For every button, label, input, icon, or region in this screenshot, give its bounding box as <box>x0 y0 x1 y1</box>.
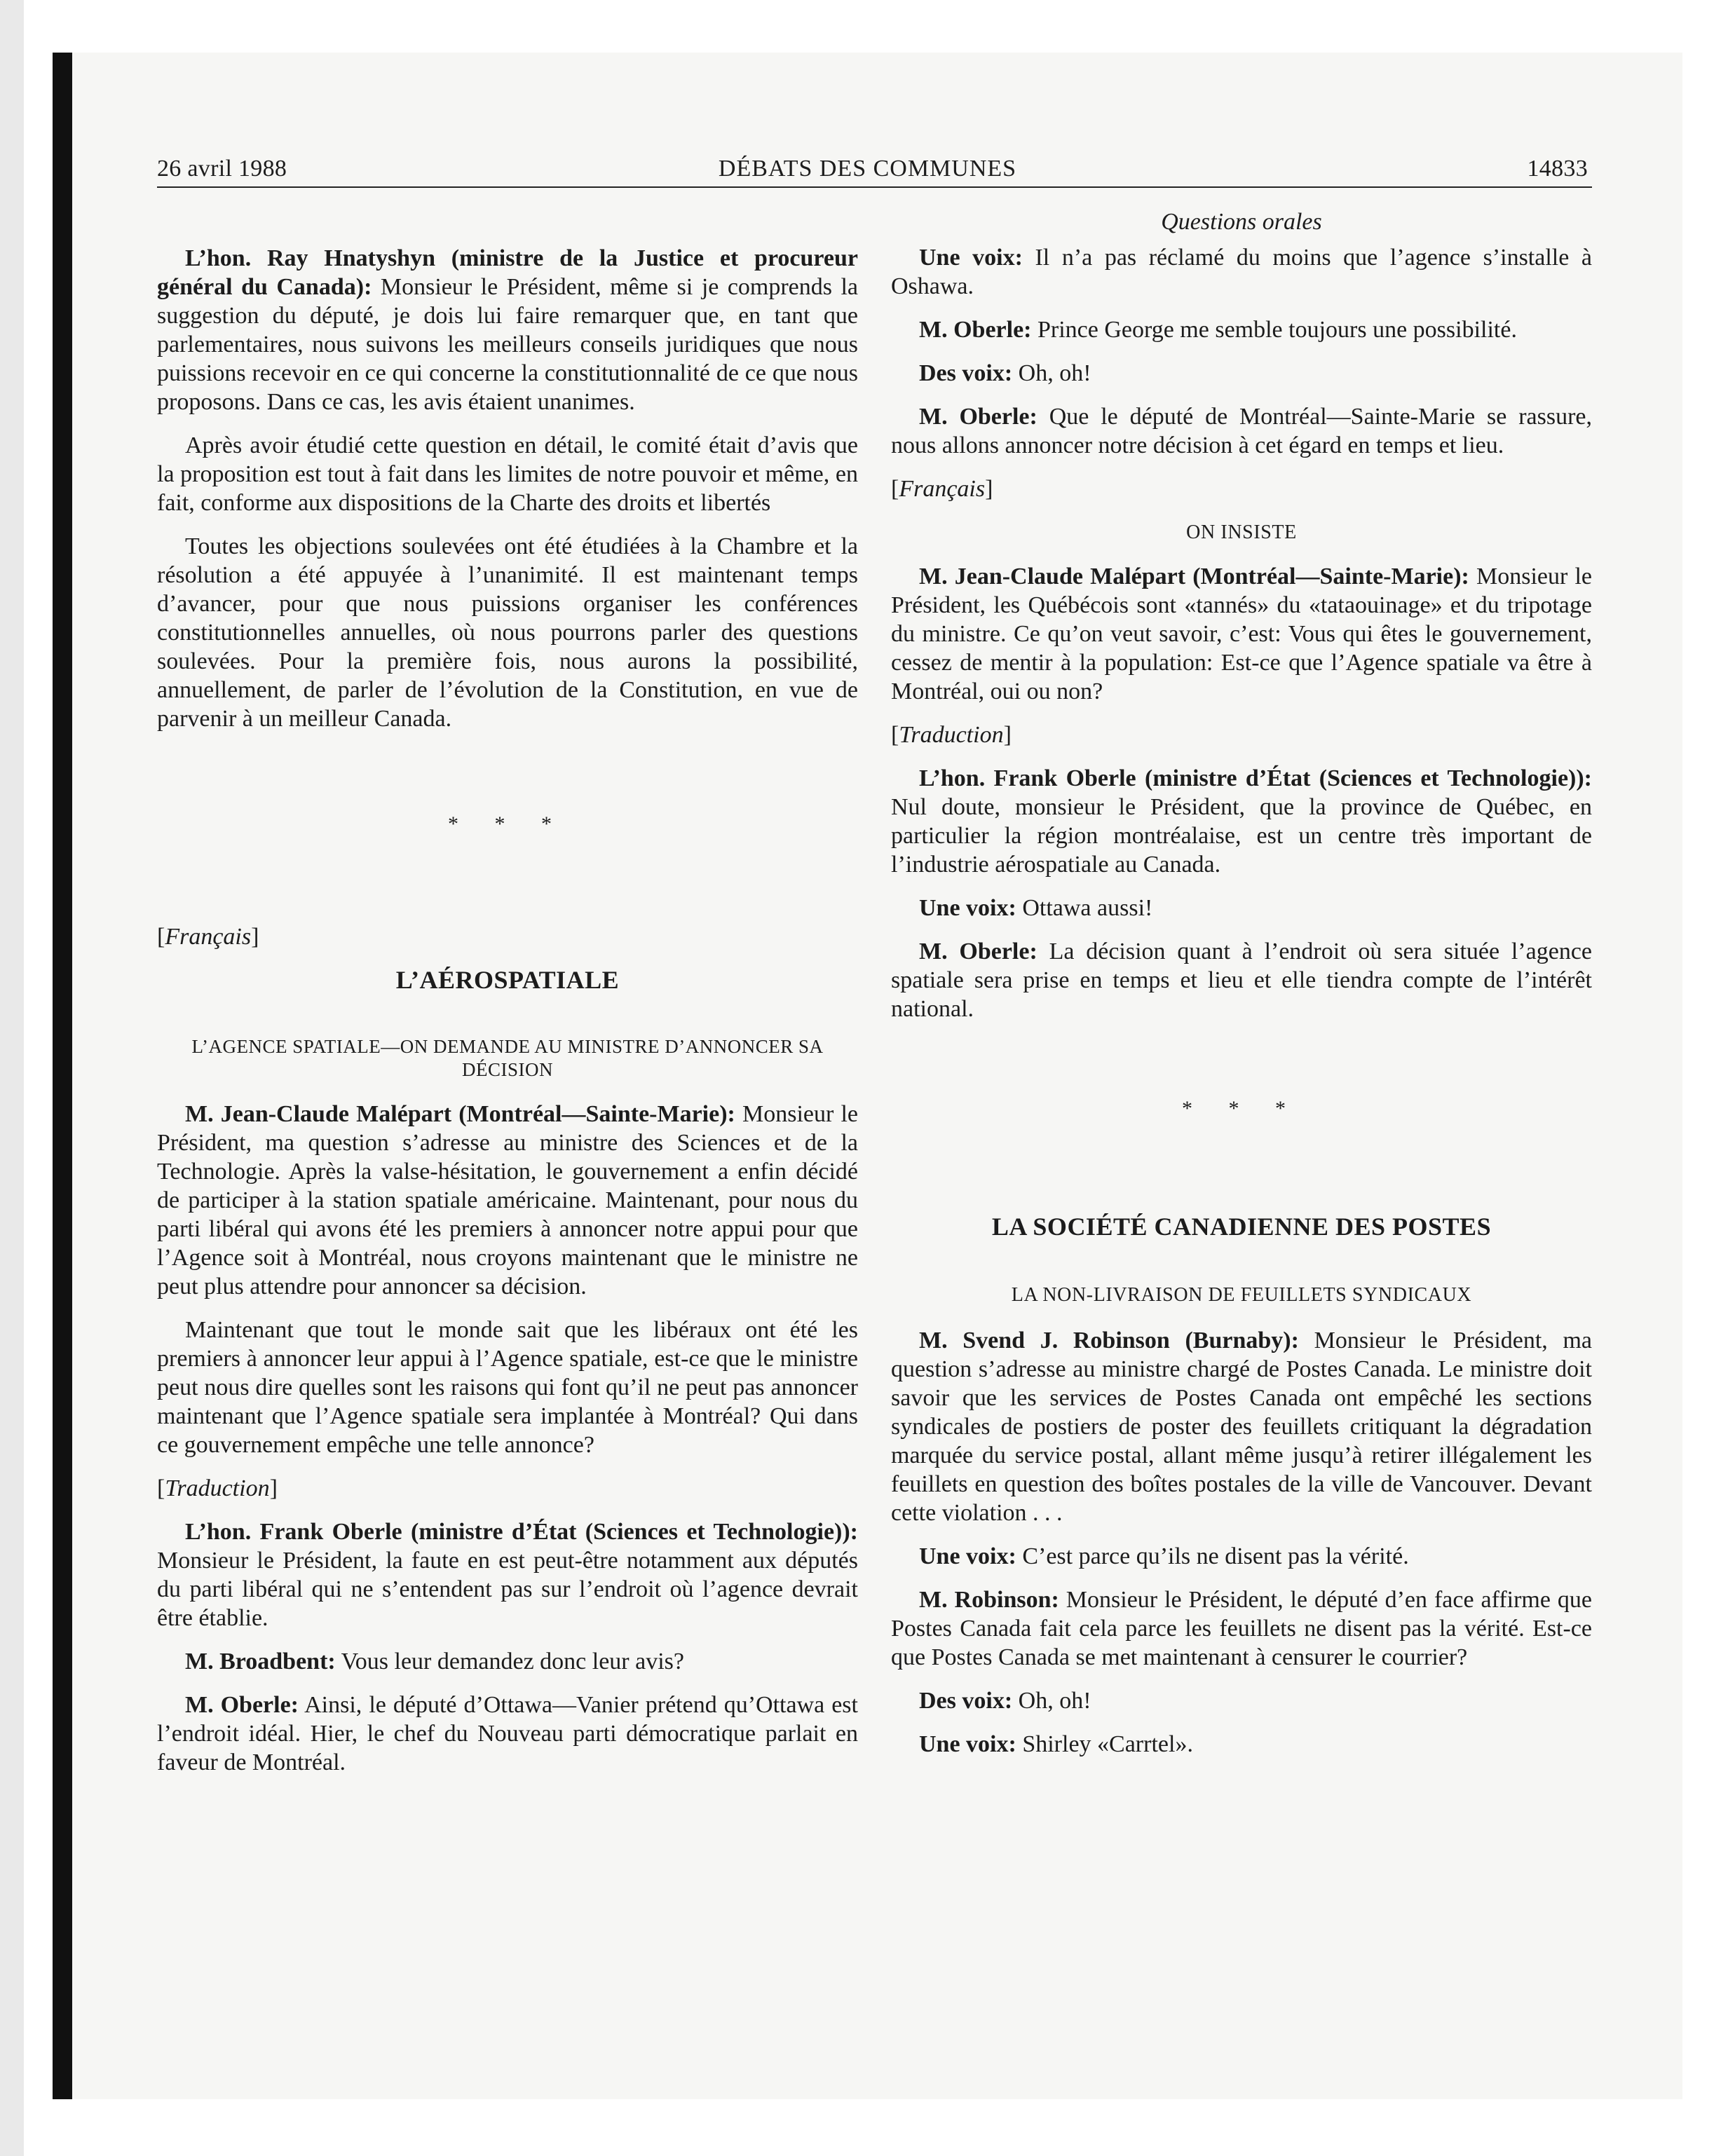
language-marker: [Traduction] <box>157 1475 278 1501</box>
language-label: Traduction <box>899 722 1004 748</box>
speech-text: Monsieur le Président, ma question s’adresse au ministre des Sciences et de la Technologie. Après la valse-hésitation, le gouvernement a enfin décidé de participer à la station spatiale américaine. Maintenant, pour nous du parti libéral qui avons été les premiers à annoncer notre appui pour que l’Agence soit à Montréal, nous croyons maintenant que le ministre ne peut plus attendre pour annoncer sa décision. <box>157 1101 858 1299</box>
speech-text: C’est parce qu’ils ne disent pas la vérité. <box>1016 1543 1409 1569</box>
speaker: L’hon. Ray Hnatyshyn (ministre de la Justice et procureur général du Canada): <box>157 245 858 300</box>
speaker: L’hon. Frank Oberle (ministre d’État (Sciences et Technologie)): <box>919 765 1592 791</box>
speech-text: Monsieur le Président, les Québécois sont «tannés» du «tataouinage» et du tripotage du ministre. Ce qu’on veut savoir, c’est: Vous qui êtes le gouvernement, cessez de mentir à la population: Est-ce que l’Agence spatiale va être à Montréal, oui ou non? <box>891 564 1592 704</box>
language-marker: [Traduction] <box>891 722 1012 748</box>
speaker: L’hon. Frank Oberle (ministre d’État (Sciences et Technologie)): <box>185 1519 858 1545</box>
header-page-number: 14833 <box>1527 156 1588 182</box>
speaker: M. Oberle: <box>919 939 1037 964</box>
paragraph <box>891 315 1592 344</box>
paragraph <box>891 1585 1592 1672</box>
speech-text: Oh, oh! <box>1012 360 1091 386</box>
subsection-title: ON INSISTE <box>1186 521 1297 543</box>
speech-text: Monsieur le Président, la faute en est peut-être notamment aux députés du parti libéral qui ne s’entendent pas sur l’endroit où l’agence devrait être établie. <box>157 1548 858 1631</box>
paragraph <box>891 243 1592 301</box>
binding-edge <box>53 53 72 2099</box>
paragraph: Après avoir étudié cette question en détail, le comité était d’avis que la proposition est tout à fait dans les limites de notre pouvoir et même, en fait, conforme aux dispositions de la Charte des droits et libertés <box>157 432 858 516</box>
speaker: M. Jean-Claude Malépart (Montréal—Sainte-Marie): <box>185 1101 735 1127</box>
language-label: Français <box>899 476 986 502</box>
speaker: M. Svend J. Robinson (Burnaby): <box>919 1328 1299 1353</box>
section-title: LA SOCIÉTÉ CANADIENNE DES POSTES <box>991 1213 1492 1241</box>
subsection-title: L’AGENCE SPATIALE—ON DEMANDE AU MINISTRE D’ANNONCER SA DÉCISION <box>191 1036 824 1080</box>
speech-text: Nul doute, monsieur le Président, que la province de Québec, en particulier la région montréalaise, est un centre très important de l’industrie aérospatiale au Canada. <box>891 794 1592 878</box>
language-marker: [Français] <box>891 476 993 502</box>
speech-text: Vous leur demandez donc leur avis? <box>335 1649 684 1674</box>
speech-text: Prince George me semble toujours une possibilité. <box>1031 317 1517 343</box>
paragraph <box>891 1686 1592 1715</box>
speaker: M. Oberle: <box>185 1692 299 1718</box>
paragraph <box>157 1517 858 1632</box>
speaker: M. Jean-Claude Malépart (Montréal—Sainte-Marie): <box>919 564 1469 589</box>
speech-text: Monsieur le Président, même si je comprends la suggestion du député, je dois lui faire remarquer que, en tant que parlementaires, nous suivons les meilleurs conseils juridiques que nous puissions recevoir en ce qui concerne la constitutionnalité de ce que nous proposons. Dans ce cas, les avis étaient unanimes. <box>157 274 858 415</box>
paragraph <box>157 1647 858 1676</box>
paragraph: Toutes les objections soulevées ont été étudiées à la Chambre et la résolution a été appuyée à l’unanimité. Il est maintenant temps d’avancer, pour que nous puissions organiser les conférences constitutionnelles annuelles, où nous pourrons parler des questions soulevées. Pour la première fois, nous aurons la possibilité, annuellement, de parler de l’évolution de la Constitution, en vue de parvenir à un meilleur Canada. <box>157 533 858 732</box>
speech-text: Monsieur le Président, ma question s’adresse au ministre chargé de Postes Canada. Le ministre doit savoir que les services de Postes Canada ont empêché les sections syndicales de postiers de poster des feuillets critiquant la dégradation marquée du service postal, allant même jusqu’à retirer illégalement les feuillets en question des boîtes postales de la ville de Vancouver. Devant cette violation . . . <box>891 1328 1592 1526</box>
language-marker: [Français] <box>157 924 259 950</box>
paragraph <box>891 1542 1592 1571</box>
speaker: M. Robinson: <box>919 1587 1059 1613</box>
paragraph <box>891 402 1592 460</box>
speech-text: Ainsi, le député d’Ottawa—Vanier prétend qu’Ottawa est l’endroit idéal. Hier, le chef du Nouveau parti démocratique parlait en faveur de Montréal. <box>157 1692 858 1775</box>
speech-text: Monsieur le Président, le député d’en face affirme que Postes Canada fait cela parce les feuillets ne disent pas la vérité. Est-ce que Postes Canada se met maintenant à censurer le courrier? <box>891 1587 1592 1670</box>
speaker: M. Oberle: <box>919 317 1032 343</box>
left-column <box>157 207 858 1792</box>
section-title: L’AÉROSPATIALE <box>395 966 620 994</box>
paragraph <box>891 894 1592 922</box>
paragraph <box>157 244 858 416</box>
header-rule <box>157 186 1592 188</box>
right-column <box>891 207 1592 1773</box>
section-running-heading: Questions orales <box>1161 209 1322 235</box>
speech-text: La décision quant à l’endroit où sera située l’agence spatiale sera prise en temps et lieu et elle tiendra compte de l’intérêt national. <box>891 939 1592 1022</box>
language-label: Traduction <box>165 1475 270 1501</box>
speech-text: Que le député de Montréal—Sainte-Marie se rassure, nous allons annoncer notre décision à cet égard en temps et lieu. <box>891 404 1592 458</box>
speaker: Des voix: <box>919 360 1013 386</box>
speaker: Des voix: <box>919 1688 1013 1714</box>
paragraph <box>157 1691 858 1777</box>
section-separator: * * * <box>1182 1097 1301 1120</box>
paragraph <box>891 359 1592 388</box>
speaker: Une voix: <box>919 245 1023 271</box>
paragraph <box>891 562 1592 706</box>
speech-text: Ottawa aussi! <box>1016 895 1153 921</box>
header-title: DÉBATS DES COMMUNES <box>718 156 1017 182</box>
speech-text: Il n’a pas réclamé du moins que l’agence s’installe à Oshawa. <box>891 245 1592 299</box>
paragraph <box>891 764 1592 879</box>
speaker: Une voix: <box>919 1731 1016 1757</box>
speaker: Une voix: <box>919 1543 1016 1569</box>
scan-margin <box>0 0 24 2156</box>
paragraph <box>157 1100 858 1301</box>
speaker: M. Oberle: <box>919 404 1037 430</box>
paragraph <box>891 1326 1592 1527</box>
subsection-title: LA NON-LIVRAISON DE FEUILLETS SYNDICAUX <box>1011 1284 1472 1306</box>
speaker: M. Broadbent: <box>185 1649 336 1674</box>
speech-text: Shirley «Carrtel». <box>1016 1731 1193 1757</box>
paragraph <box>891 937 1592 1023</box>
language-label: Français <box>165 924 252 950</box>
speaker: Une voix: <box>919 895 1016 921</box>
paragraph <box>891 1730 1592 1759</box>
paragraph: Maintenant que tout le monde sait que les libéraux ont été les premiers à annoncer leur appui à l’Agence spatiale, est-ce que le ministre peut nous dire quelles sont les raisons qui font qu’il ne peut pas annoncer maintenant que l’Agence spatiale sera implantée à Montréal? Qui dans ce gouvernement empêche une telle annonce? <box>157 1317 858 1458</box>
speech-text: Oh, oh! <box>1012 1688 1091 1714</box>
section-separator: * * * <box>448 812 567 835</box>
header-date: 26 avril 1988 <box>157 156 287 182</box>
